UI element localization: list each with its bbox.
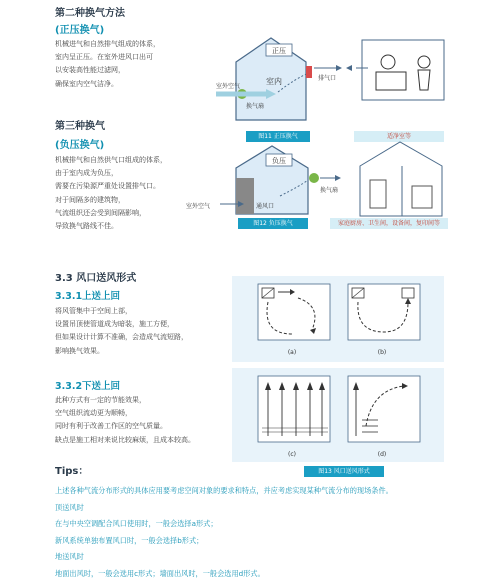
- panel-d-label: (d): [378, 451, 387, 458]
- section331-title: 3.3.1上送上回: [55, 288, 120, 302]
- section2-body: 机械进气和自然排气组成的体系， 室内呈正压。在室外进风口出可 以安装高性能过滤网， 确保室内空气洁净。: [55, 38, 205, 91]
- home-scene: [360, 142, 442, 216]
- figure-11-caption: 图11 正压换气: [246, 131, 310, 142]
- section2-subtitle: (正压换气): [55, 21, 104, 36]
- airflow-panels: [232, 276, 444, 472]
- pressure-label: 负压: [272, 156, 286, 165]
- tips-line: 顶送风时: [55, 500, 393, 517]
- figure-11-scene-caption: 适净室等: [354, 131, 444, 142]
- section2-title: 第二种换气方法: [55, 4, 125, 19]
- figure-12-scene-caption: 家庭厨房、卫生间，设备间，复印间等: [330, 218, 448, 229]
- outside-air-label: 室外空气: [216, 82, 240, 90]
- section3-title: 第三种换气: [55, 117, 105, 132]
- section332-title: 3.3.2下送上回: [55, 378, 120, 392]
- outside-air-label: 室外空气: [186, 202, 210, 210]
- pressure-label: 正压: [272, 47, 286, 55]
- panel-d: [348, 376, 420, 442]
- positive-pressure-diagram: [196, 18, 450, 128]
- panel-b-label: (b): [378, 349, 387, 356]
- tips-list: [55, 483, 393, 582]
- tips-title: Tips：: [55, 462, 88, 477]
- inlet-label: 通风口: [256, 202, 274, 210]
- tips-line: 新风系统单独布置风口时，一般会选择b形式；: [55, 533, 393, 550]
- panel-a-label: (a): [288, 349, 296, 356]
- section331-body: 将风管集中于空间上部， 设置吊顶使管道成为暗装，施工方便， 但如果设计计算不准确，会造成气流短路， 影响换气效果。: [55, 305, 235, 358]
- figure-13-caption: 图13 风口送风形式: [304, 466, 384, 477]
- panel-c-label: (c): [288, 451, 296, 458]
- inlet-wall: [236, 178, 254, 214]
- section332-body: 此种方式有一定的节能效果， 空气组织流动更为顺畅， 同时有利于改善工作区的空气质量。 缺点是施工相对来说比较麻烦，且成本较高。: [55, 394, 245, 447]
- tips-line: 地送风时: [55, 549, 393, 566]
- tips-line: 地面出风时，一般会选用c形式；墙面出风时，一般会选用d形式。: [55, 566, 393, 582]
- section3-body: 机械排气和自然供气口组成的体系， 由于室内成为负压， 需要在污染源严重处设置排气口。 对于间隔多的建筑物， 气流组织还会受到间隔影响， 导致换气路线不佳。: [55, 154, 205, 233]
- negative-pressure-diagram: [180, 136, 450, 218]
- exhaust-vent-icon: [306, 66, 312, 78]
- fan-label: 换气扇: [320, 186, 338, 194]
- fan-label: 换气扇: [246, 102, 264, 110]
- section3-subtitle: (负压换气): [55, 136, 104, 151]
- figure-12-caption: 图12 负压换气: [238, 218, 308, 229]
- exhaust-fan-icon: [309, 173, 319, 183]
- exhaust-label: 排气口: [318, 74, 336, 82]
- tips-line: 在与中央空调配合风口使用时，一般会选择a形式；: [55, 516, 393, 533]
- section33-title: 3.3 风口送风形式: [55, 269, 136, 284]
- room-label: 室内: [266, 76, 282, 86]
- tips-line: 上述各种气流分布形式的具体应用要考虑空间对象的要求和特点，并应考虑实现某种气流分布的现场条件。: [55, 483, 393, 500]
- cleanroom-scene: [362, 40, 444, 100]
